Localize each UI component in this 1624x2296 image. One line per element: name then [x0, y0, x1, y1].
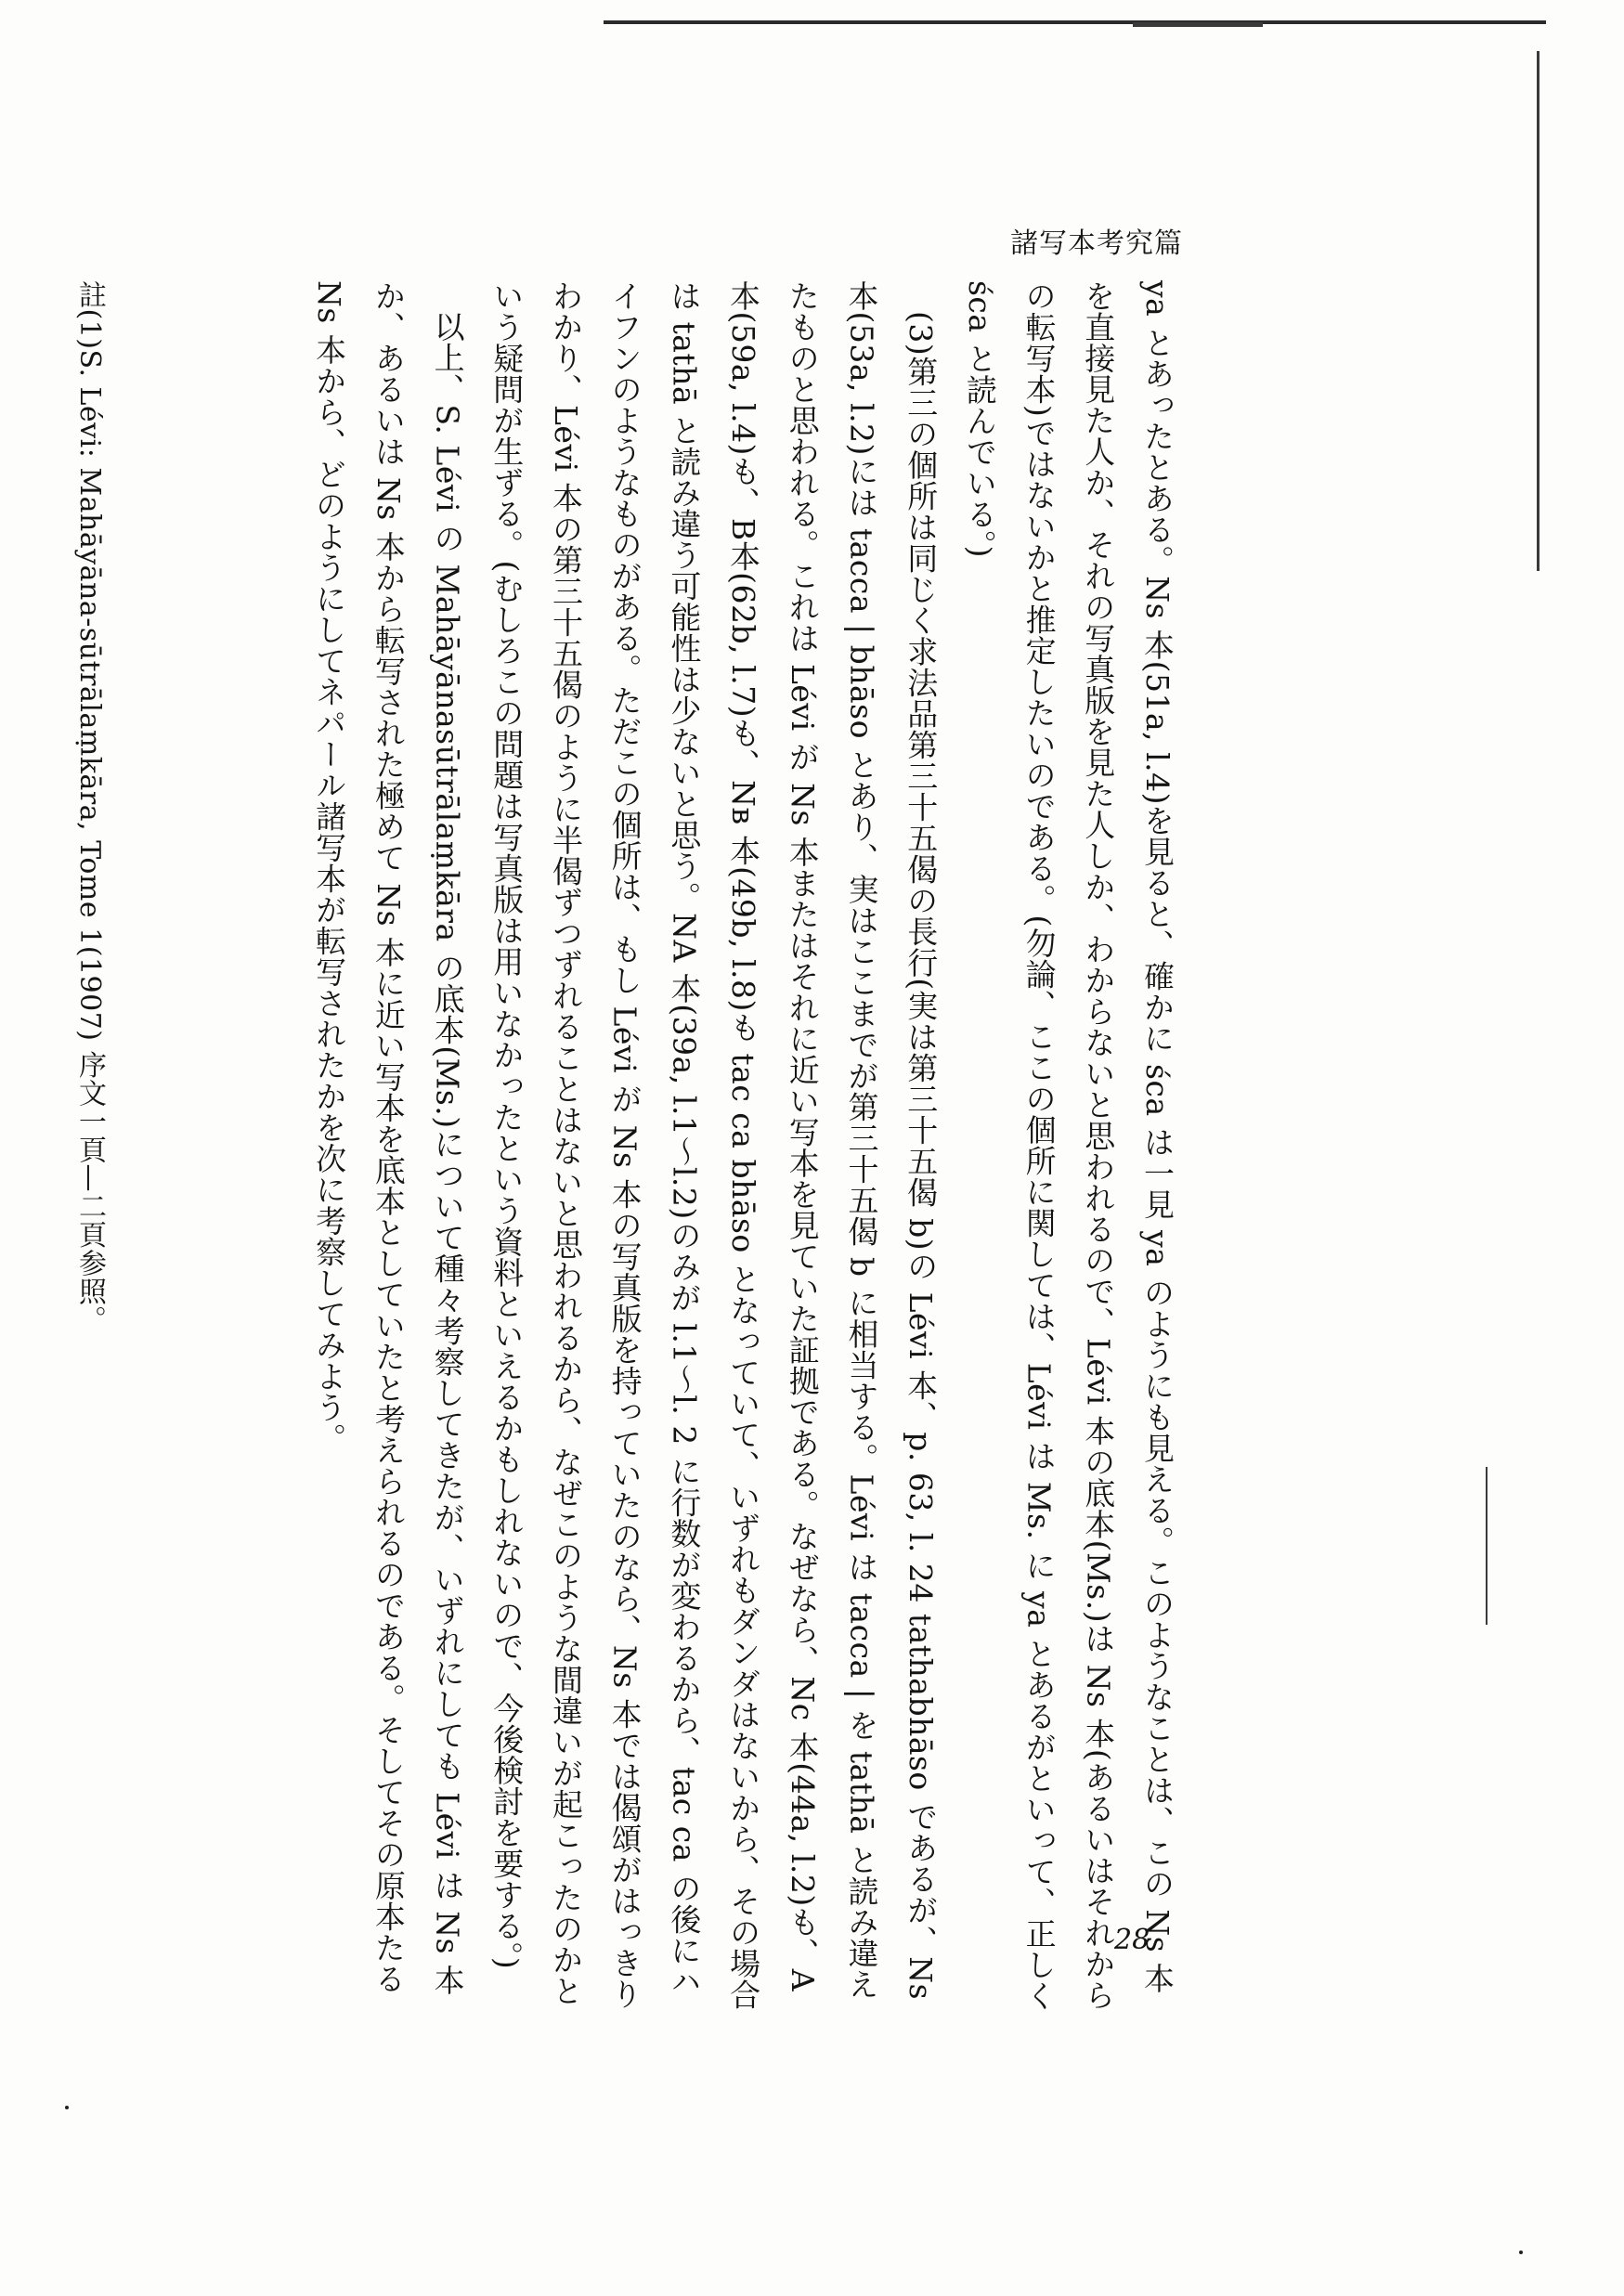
scan-edge-line: [1537, 51, 1540, 571]
page-number: 28: [1114, 1924, 1150, 1956]
scan-edge-line: [1486, 1467, 1488, 1625]
paragraph: 以上、S. Lévi の Mahāyānasūtrālaṃkāra の底本(Ms.)について種々考察してきたが、いずれにしても Lévi は Ns 本か、あるいは Ns 本から転写された極めて Ns 本に近い写本を底本としていたと考えられるのである。そしてその原本たる Ns 本から、どのようにしてネパール諸写本が転写されたかを次に考察してみよう。: [311, 280, 466, 1996]
paragraph: (3)第三の個所は同じく求法品第三十五偈の長行(実は第三十五偈 b)の Lévi 本、p. 63, l. 24 tathabhāso であるが、Ns 本(53a, l.2)には tacca | bhāso とあり、実はここまでが第三十五偈 b に相当する。Lévi は tacca | を tathā と読み違えたものと思われる。これは Lévi が Ns 本またはそれに近い写本を見ていた証拠である。なぜなら、Nc 本(44a, l.2)も、A本(59a, l.4)も、B本(62b, l.7)も、Nв 本(49b, l.8)も tac ca bhāso となっていて、いずれもダンダはないから、その場合は tathā と読み違う可能性は少ないと思う。NA 本(39a, l.1〜l.2)のみが l.1〜l. 2 に行数が変わるから、tac ca の後にハイフンのようなものがある。ただこの個所は、もし Lévi が Ns 本の写真版を持っていたのなら、Ns 本では偈頌がはっきりわかり、Lévi 本の第三十五偈のように半偈ずつずれることはないと思われるから、なぜこのような間違いが起こったのかという疑問が生ずる。(むしろこの問題は写真版は用いなかったという資料といえるかもしれないので、今後検討を要する。): [488, 280, 940, 2010]
scan-speck: [1519, 2251, 1523, 2254]
footnote: 註(1)S. Lévi: Mahāyāna-sūtrālaṃkāra, Tome 1(1907) 序文一頁—二頁参照。: [73, 280, 106, 1334]
top-rule: [604, 20, 1546, 24]
paragraph: ya とあったとある。Ns 本(51a, l.4)を見ると、確かに śca は一見 ya のようにも見える。このようなことは、この Ns 本を直接見た人か、それの写真版を見た人しか、わからないと思われるので、Lévi 本の底本(Ms.)は Ns 本(あるいはそれからの転写本)ではないかと推定したいのである。(勿論、ここの個所に関しては、Lévi は Ms. に ya とあるがといって、正しく śca と読んでいる。): [961, 280, 1176, 2012]
top-rule-smudge: [1133, 22, 1263, 27]
running-title: 諸写本考究篇: [1010, 227, 1183, 260]
body-text: [221, 280, 1187, 2017]
scan-speck: [65, 2106, 69, 2109]
